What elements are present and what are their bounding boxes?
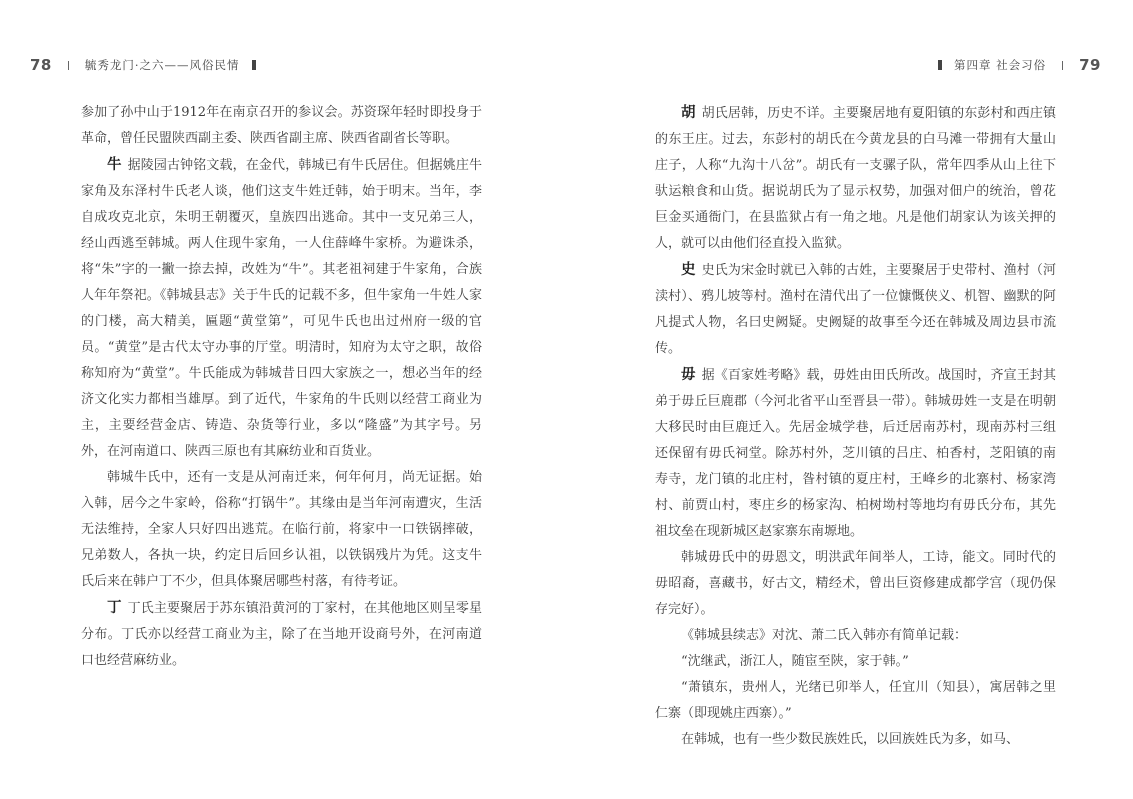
paragraph	[655, 649, 1056, 675]
left-page-number: 78	[30, 56, 52, 74]
paragraph	[655, 100, 1056, 257]
paragraph	[655, 623, 1056, 649]
surname-heading: 胡	[681, 104, 696, 121]
header-divider	[1062, 61, 1063, 70]
header-divider	[68, 61, 69, 70]
paragraph-text: 据《百家姓考略》载，毋姓由田氏所改。战国时，齐宣王封其弟于毋丘巨鹿郡（今河北省平山至晋县一带）。韩城毋姓一支是在明朝大移民时由巨鹿迁入。先居金城学巷，后迁居南苏村，现南苏村三组还保留有毋氏祠堂。除苏村外，芝川镇的吕庄、柏香村，芝阳镇的南寿寺，龙门镇的北庄村，昝村镇的夏庄村，王峰乡的北寨村、杨家湾村、前贾山村，枣庄乡的杨家沟、柏树坳村等地均有毋氏分布，其先祖坟垒在现新城区赵家寨东南塬地。	[655, 368, 1056, 539]
paragraph-text: 丁氏主要聚居于苏东镇沿黄河的丁家村，在其他地区则呈零星分布。丁氏亦以经营工商业为主，除了在当地开设商号外，在河南道口也经营麻纺业。	[81, 601, 482, 668]
paragraph	[81, 100, 482, 152]
right-running-head: 第四章 社会习俗	[953, 58, 1047, 72]
paragraph	[655, 257, 1056, 362]
surname-heading: 丁	[107, 599, 122, 616]
surname-heading: 牛	[107, 156, 122, 173]
left-page-body	[81, 100, 482, 674]
paragraph-text: “沈继武，浙江人，随宦至陕，家于韩。”	[681, 654, 909, 669]
paragraph-text: 在韩城，也有一些少数民族姓氏，以回族姓氏为多，如马、	[681, 732, 1020, 747]
surname-heading: 史	[681, 261, 696, 278]
paragraph-text: 参加了孙中山于1912年在南京召开的参议会。苏资琛年轻时即投身于革命，曾任民盟陕西副主委、陕西省副主席、陕西省副省长等职。	[81, 105, 482, 146]
paragraph	[655, 675, 1056, 727]
paragraph	[81, 152, 482, 465]
left-running-head: 毓秀龙门·之六——风俗民情	[84, 58, 240, 72]
left-page-header	[30, 54, 268, 76]
header-marker	[252, 60, 256, 70]
paragraph-text: 韩城牛氏中，还有一支是从河南迁来，何年何月，尚无证据。始入韩，居今之牛家岭，俗称“打锅牛”。其缘由是当年河南遭灾，生活无法维持，全家人只好四出逃荒。在临行前，将家中一口铁锅摔破，兄弟数人，各执一块，约定日后回乡认祖，以铁锅残片为凭。这支牛氏后来在韩户丁不少，但具体聚居哪些村落，有待考证。	[81, 470, 482, 589]
right-page-number: 79	[1079, 56, 1101, 74]
paragraph	[81, 465, 482, 595]
right-page-header	[926, 54, 1101, 76]
right-page-body	[655, 100, 1056, 753]
paragraph-text: 据陵园古钟铭文载，在金代，韩城已有牛氏居住。但据姚庄牛家角及东泽村牛氏老人谈，他们这支牛姓迁韩，始于明末。当年，李自成攻克北京，朱明王朝覆灭，皇族四出逃命。其中一支兄弟三人，经山西逃至韩城。两人住现牛家角，一人住薛峰牛家桥。为避诛杀，将“朱”字的一撇一捺去掉，改姓为“牛”。其老祖祠建于牛家角，合族人年年祭祀。《韩城县志》关于牛氏的记载不多，但牛家角一牛姓人家的门楼，高大精美，匾题“黄堂第”，可见牛氏也出过州府一级的官员。“黄堂”是古代太守办事的厅堂。明清时，知府为太守之职，故俗称知府为“黄堂”。牛氏能成为韩城昔日四大家族之一，想必当年的经济文化实力都相当雄厚。到了近代，牛家角的牛氏则以经营工商业为主，主要经营金店、铸造、杂货等行业，多以“隆盛”为其字号。另外，在河南道口、陕西三原也有其麻纺业和百货业。	[81, 158, 482, 459]
paragraph-text: “萧镇东，贵州人，光绪已卯举人，任宜川（知县），寓居韩之里仁寨（即现姚庄西寨）。”	[655, 680, 1056, 721]
paragraph	[655, 727, 1056, 753]
paragraph	[81, 595, 482, 674]
paragraph-text: 史氏为宋金时就已入韩的古姓，主要聚居于史带村、渔村（河渎村）、鸦儿坡等村。渔村在清代出了一位慷慨侠义、机智、幽默的阿凡提式人物，名曰史阙疑。史阙疑的故事至今还在韩城及周边县市流传。	[655, 263, 1056, 356]
paragraph	[655, 545, 1056, 623]
header-marker	[938, 60, 942, 70]
surname-heading: 毋	[681, 366, 696, 383]
paragraph	[655, 362, 1056, 545]
paragraph-text: 韩城毋氏中的毋恩文，明洪武年间举人，工诗，能文。同时代的毋昭裔，喜藏书，好古文，精经术，曾出巨资修建成都学宫（现仍保存完好）。	[655, 550, 1056, 617]
paragraph-text: 胡氏居韩，历史不详。主要聚居地有夏阳镇的东彭村和西庄镇的东王庄。过去，东彭村的胡氏在今黄龙县的白马滩一带拥有大量山庄子，人称“九沟十八岔”。胡氏有一支骡子队，常年四季从山上往下驮运粮食和山货。据说胡氏为了显示权势，加强对佃户的统治，曾花巨金买通衙门，在县监狱占有一角之地。凡是他们胡家认为该关押的人，就可以由他们径直投入监狱。	[655, 106, 1056, 251]
paragraph-text: 《韩城县续志》对沈、萧二氏入韩亦有简单记载：	[681, 628, 968, 643]
